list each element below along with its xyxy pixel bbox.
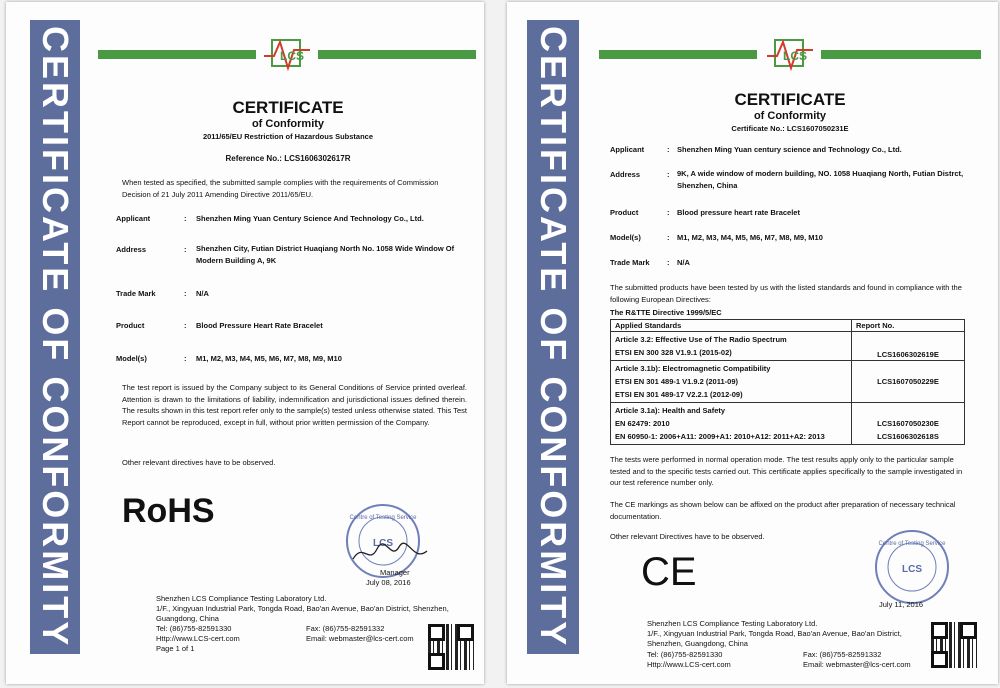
right-colon-trademark: : (667, 258, 670, 267)
right-colon-models: : (667, 233, 670, 242)
right-footer-email: Email: webmaster@lcs-cert.com (803, 660, 911, 669)
left-certificate (6, 2, 484, 684)
right-label-trademark: Trade Mark (610, 258, 650, 267)
table-header-row (611, 320, 965, 332)
left-reference-label: Reference No.: (225, 154, 282, 163)
table-cell-report (852, 403, 965, 445)
right-footer-company: Shenzhen LCS Compliance Testing Laboratory Ltd. (647, 619, 818, 628)
left-seal-text: Centre of Testing Service (349, 515, 417, 521)
table-article: Article 3.2: Effective Use of The Radio Spectrum (615, 335, 787, 344)
left-footer-email: Email: webmaster@lcs-cert.com (306, 634, 414, 643)
left-other: Other relevant directives have to be observed. (122, 458, 276, 467)
right-footer-address: 1/F., Xingyuan Industrial Park, Tongda Road, Bao'an Avenue, Bao'an District, Shenzhen, Guangdong, China (647, 629, 902, 648)
left-value-product: Blood Pressure Heart Rate Bracelet (196, 321, 323, 330)
table-head-standards: Applied Standards (611, 320, 852, 332)
right-footer-tel: Tel: (86)755-82591330 (647, 650, 723, 659)
right-colon-applicant: : (667, 145, 670, 154)
left-subtitle: of Conformity (251, 118, 325, 130)
left-label-product: Product (116, 321, 145, 330)
table-standard: ETSI EN 301 489-1 V1.9.2 (2011-09) (615, 377, 738, 386)
left-reference (98, 154, 478, 163)
left-lcs-logo-icon (262, 34, 312, 74)
left-footer-company: Shenzhen LCS Compliance Testing Laboratory Ltd. (156, 594, 327, 603)
right-intro: The submitted products have been tested by us with the listed standards and found in compliance with the following European Directives: (610, 283, 962, 304)
right-standards-table (610, 319, 965, 445)
right-seal-text: Centre of Testing Service (878, 541, 946, 547)
right-ce-mark: CE (641, 550, 697, 594)
left-green-bar-right (318, 50, 476, 59)
left-label-models: Model(s) (116, 354, 147, 363)
left-qr-corner (428, 653, 445, 670)
table-article: Article 3.1b): Electromagnetic Compatibility (615, 364, 771, 373)
left-value-trademark: N/A (196, 289, 209, 298)
left-qr-corner (457, 624, 474, 641)
right-date: July 11, 2016 (879, 600, 924, 609)
left-body: The test report is issued by the Company subject to its General Conditions of Service printed overleaf. Attention is drawn to the limitations of liability, indemnification and jurisdictional issues defined therein. The results shown in this test report refer only to the sample(s) tested unless otherwise stated. This Test Report cannot be reproduced, except in full, without prior written permission of the Company. (122, 383, 467, 427)
svg-text:LCS: LCS (902, 564, 922, 575)
right-para-tests: The tests were performed in normal operation mode. The test results apply only to the particular sample tested and to the specific tests carried out. This certificate applies specifically to the sample investigated in our test reference number only. (610, 455, 963, 487)
right-banner-text: CERTIFICATE OF CONFORMITY (533, 25, 574, 649)
svg-text:LCS: LCS (373, 538, 393, 549)
left-value-models: M1, M2, M3, M4, M5, M6, M7, M8, M9, M10 (196, 354, 342, 363)
right-value-product: Blood pressure heart rate Bracelet (677, 208, 800, 217)
right-logo-text: LCS (783, 49, 807, 63)
table-standard: ETSI EN 301 489-17 V2.2.1 (2012-09) (615, 390, 743, 399)
right-value-address: 9K, A wide window of modern building, NO. 1058 Huaqiang North, Futian Distrct, Shenzhen, China (677, 169, 964, 190)
left-footer-page: Page 1 of 1 (156, 644, 195, 653)
left-reference-no: LCS1606302617R (284, 154, 351, 163)
table-report-no: LCS1606302618S (877, 432, 939, 441)
table-standard: EN 62479: 2010 (615, 419, 670, 428)
table-standard: ETSI EN 300 328 V1.9.1 (2015-02) (615, 348, 732, 357)
right-value-models: M1, M2, M3, M4, M5, M6, M7, M8, M9, M10 (677, 233, 823, 242)
right-qr-corner (960, 622, 977, 639)
right-label-applicant: Applicant (610, 145, 645, 154)
right-stamp-seal (875, 530, 949, 604)
right-subtitle: of Conformity (753, 110, 827, 122)
left-green-bar-left (98, 50, 256, 59)
left-qr-code-icon (428, 624, 474, 670)
table-report-no: LCS1607050229E (877, 377, 939, 386)
left-qr-corner (428, 624, 445, 641)
table-cell-report (852, 332, 965, 361)
left-colon-trademark: : (184, 289, 187, 298)
left-colon-applicant: : (184, 214, 187, 223)
left-vertical-banner (30, 20, 80, 654)
right-label-product: Product (610, 208, 639, 217)
left-footer-tel: Tel: (86)755-82591330 (156, 624, 232, 633)
right-green-bar-left (599, 50, 757, 59)
right-label-models: Model(s) (610, 233, 641, 242)
left-footer-address: 1/F., Xingyuan Industrial Park, Tongda Road, Bao'an Avenue, Bao'an District, Shenzhen, Guangdong, China (156, 604, 449, 623)
right-lcs-logo-icon (765, 34, 815, 74)
left-rohs-mark: RoHS (122, 492, 215, 530)
table-cell-standard (611, 403, 852, 445)
right-title: CERTIFICATE (734, 90, 846, 109)
table-standard: EN 60950-1: 2006+A11: 2009+A1: 2010+A12: 2011+A2: 2013 (615, 432, 825, 441)
table-cell-standard (611, 361, 852, 403)
right-label-address: Address (610, 170, 641, 179)
right-footer-fax: Fax: (86)755-82591332 (803, 650, 882, 659)
table-report-no: LCS1606302619E (877, 350, 939, 359)
table-row (611, 403, 965, 445)
left-value-address: Shenzhen City, Futian District Huaqiang North No. 1058 Wide Window Of Modern Building A, 9K (196, 244, 455, 265)
right-rtte: The R&TTE Directive 1999/5/EC (610, 308, 722, 317)
table-row (611, 361, 965, 403)
left-label-address: Address (116, 245, 147, 254)
left-signer: Manager (380, 568, 410, 577)
right-seal-icon (877, 532, 947, 602)
right-green-bar-right (821, 50, 981, 59)
right-para-ce: The CE markings as shown below can be affixed on the product after preparation of necessary technical documentation. (610, 500, 956, 521)
left-intro: When tested as specified, the submitted sample complies with the requirements of Commission Decision of 21 July 2011 Amending Directive 2011/65/EU. (122, 178, 439, 199)
left-colon-models: : (184, 354, 187, 363)
right-vertical-banner (527, 20, 579, 654)
table-row (611, 332, 965, 361)
table-head-report: Report No. (852, 320, 965, 332)
left-directive: 2011/65/EU Restriction of Hazardous Substance (202, 132, 374, 141)
table-cell-report (852, 361, 965, 403)
right-cert-no: Certificate No.: LCS1607050231E (731, 124, 849, 133)
left-signature-icon (351, 537, 431, 567)
right-value-applicant: Shenzhen Ming Yuan century science and Technology Co., Ltd. (677, 145, 902, 154)
right-colon-address: : (667, 170, 670, 179)
left-label-trademark: Trade Mark (116, 289, 156, 298)
left-colon-product: : (184, 321, 187, 330)
right-certificate (507, 2, 998, 684)
right-qr-corner (931, 622, 948, 639)
left-banner-text: CERTIFICATE OF CONFORMITY (35, 25, 76, 649)
right-value-trademark: N/A (677, 258, 690, 267)
left-colon-address: : (184, 245, 187, 254)
right-footer-web: Http://www.LCS-cert.com (647, 660, 731, 669)
left-value-applicant: Shenzhen Ming Yuan Century Science And Technology Co., Ltd. (196, 214, 424, 223)
left-title: CERTIFICATE (232, 98, 344, 117)
table-cell-standard (611, 332, 852, 361)
left-date: July 08, 2016 (366, 578, 411, 587)
right-other: Other relevant Directives have to be observed. (610, 532, 765, 541)
right-colon-product: : (667, 208, 670, 217)
right-qr-corner (931, 651, 948, 668)
right-qr-code-icon (931, 622, 977, 668)
left-label-applicant: Applicant (116, 214, 151, 223)
table-article: Article 3.1a): Health and Safety (615, 406, 726, 415)
table-report-no: LCS1607050230E (877, 419, 939, 428)
left-footer-web: Http://www.LCS-cert.com (156, 634, 240, 643)
left-footer-fax: Fax: (86)755-82591332 (306, 624, 385, 633)
left-logo-text: LCS (280, 49, 304, 63)
